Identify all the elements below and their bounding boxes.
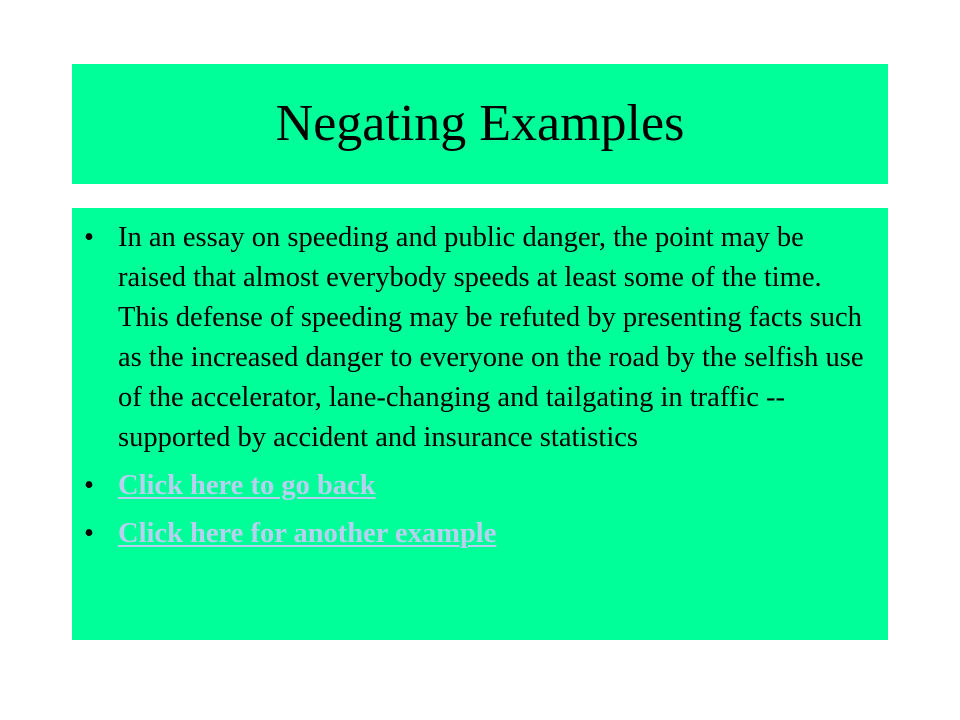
bullet-list	[82, 218, 874, 554]
another-example-link[interactable]: Click here for another example	[118, 518, 497, 549]
title-box	[72, 64, 888, 184]
bullet-icon: •	[84, 470, 94, 501]
go-back-link[interactable]: Click here to go back	[118, 470, 376, 501]
slide-title: Negating Examples	[275, 95, 685, 152]
bullet-icon: •	[84, 222, 94, 253]
bullet-icon: •	[84, 518, 94, 549]
list-item-back-link	[82, 466, 874, 506]
list-item-paragraph	[82, 218, 874, 458]
paragraph-text: In an essay on speeding and public danger, the point may be raised that almost everybody speeds at least some of the time. This defense of speeding may be refuted by presenting facts such as the increased danger to everyone on the road by the selfish use of the accelerator, lane-changing and tailgating in traffic -- supported by accident and insurance statistics	[118, 222, 864, 453]
list-item-another-link	[82, 514, 874, 554]
content-box	[72, 208, 888, 640]
